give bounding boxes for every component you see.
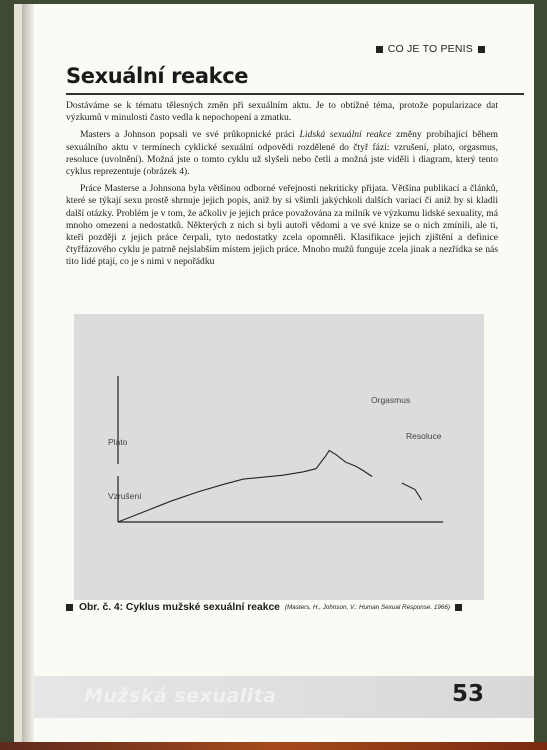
square-bullet-icon xyxy=(376,46,383,53)
article-title: Sexuální reakce xyxy=(66,64,249,88)
response-cycle-figure xyxy=(74,314,484,600)
running-header xyxy=(371,43,490,55)
series-line xyxy=(118,451,372,523)
square-bullet-icon xyxy=(478,46,485,53)
paragraph-3: Práce Masterse a Johnsona byla většinou odborné veřejnosti nekriticky přijata. Většina publikací a článků, které se týkají sexu prostě shrnuje jejich popis, aniž by si všimli jakýchkoli dalších variací či aniž by si kladli další otázky. Problém je v tom, že ačkoliv je jejich práce považována za milník ve výzkumu lidské sexuality, má mnoho omezení a nedostatků. Některých z nich si byli autoři vědomi a ve své knize se o nich zmínili, ale ti, kteří později z jejich práce čerpali, tyto nedostatky zcela opomněli. Klasifikace jejich zjištění a definice čtyřfázového cyklu je patrně nejslabším místem jejich práce. Mnoho mužů funguje zcela jinak a nezřídka se nás tito lidé ptají, co je s nimi v nepořádku xyxy=(66,183,498,268)
page-gutter xyxy=(22,4,34,744)
caption-label: Obr. č. 4: Cyklus mužské sexuální reakce xyxy=(79,602,280,613)
square-bullet-icon xyxy=(455,604,462,611)
article-body xyxy=(66,100,498,274)
square-bullet-icon xyxy=(66,604,73,611)
footer-section-title: Mužská sexualita xyxy=(84,685,277,707)
label-plato: Plato xyxy=(108,437,128,447)
title-underline xyxy=(66,93,524,95)
table-edge xyxy=(0,742,547,750)
work-title: Lidská sexuální reakce xyxy=(299,129,392,141)
running-title: CO JE TO PENIS xyxy=(387,43,473,55)
paragraph-2-lead: Masters a Johnson popsali ve své průkopnické práci xyxy=(80,129,300,141)
label-resoluce: Resoluce xyxy=(406,431,442,441)
book-page xyxy=(14,4,534,744)
caption-source: (Masters, H., Johnson, V.: Human Sexual Response. 1966) xyxy=(284,604,450,611)
paragraph-2-rest: změny probíhající během sexuálního aktu v termínech cyklické sexuální odpovědi rozdělené do čtyř fází: vzrušení, plato, orgasmus, resoluce (uvolnění). Možná jste o tomto cyklu už slyšeli nebo četli a možná jste viděli i diagram, který tento cyklus reprezentuje (obrázek 4). xyxy=(66,129,499,178)
page-number: 53 xyxy=(451,681,484,707)
figure-caption xyxy=(66,602,526,613)
label-orgasmus: Orgasmus xyxy=(371,395,411,405)
response-cycle-chart xyxy=(74,314,484,600)
label-vzruseni: Vzrušení xyxy=(108,491,142,501)
series-line-tail xyxy=(402,483,422,500)
paragraph-2 xyxy=(66,129,498,178)
paragraph-1: Dostáváme se k tématu tělesných změn při sexuálním aktu. Je to obtížné téma, protože popularizace dat výzkumů v minulosti často vedla k nepochopení a zmatku. xyxy=(66,100,498,124)
